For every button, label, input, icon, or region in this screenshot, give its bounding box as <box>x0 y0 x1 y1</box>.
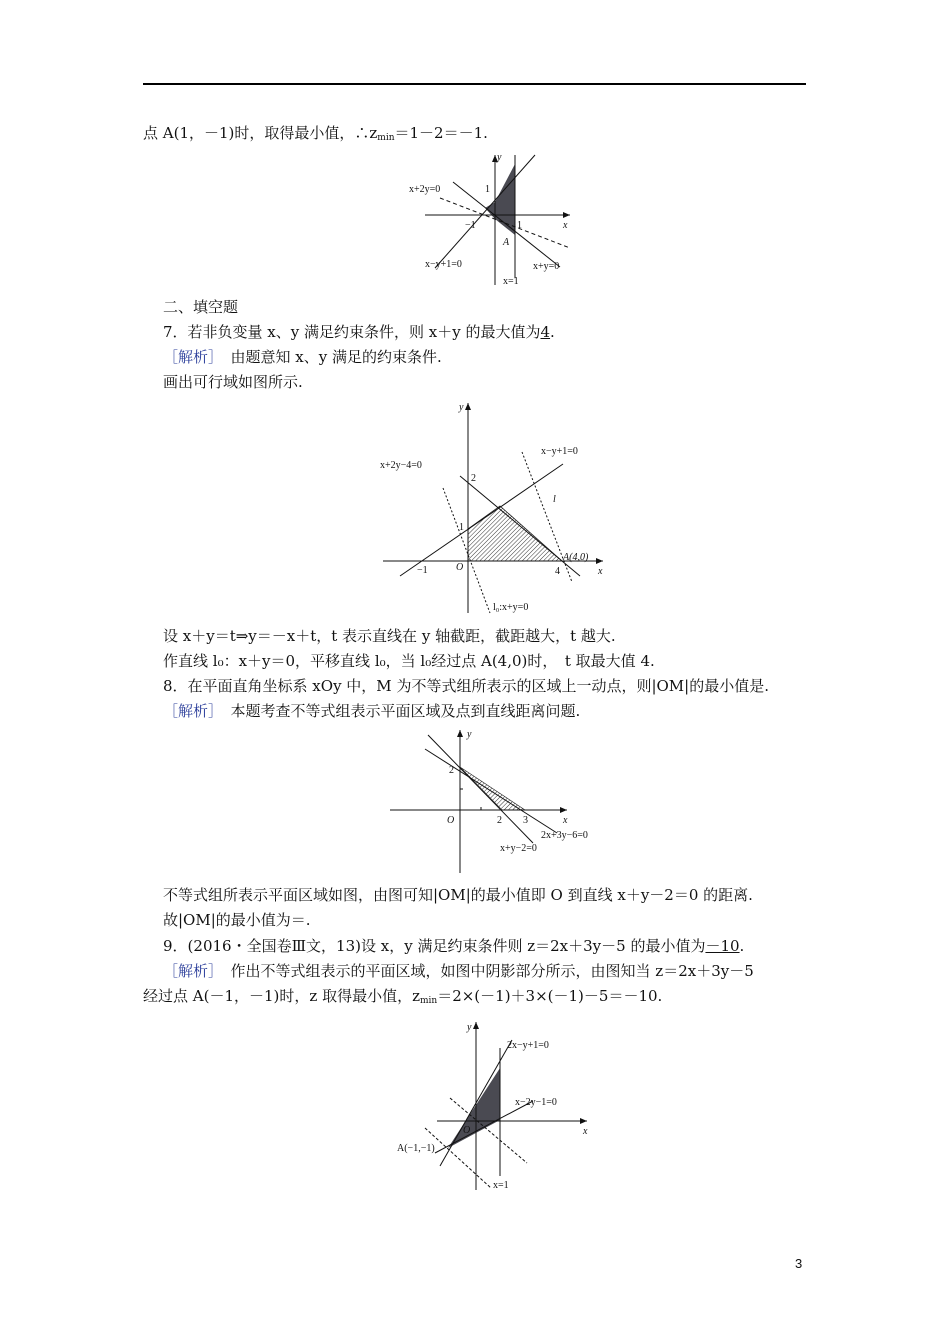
line-label: l <box>553 494 556 505</box>
subscript: min <box>377 133 395 143</box>
origin-label: O <box>447 815 455 826</box>
answer: －10 <box>705 937 740 955</box>
text: 经过点 A(－1，－1)时，z 取得最小值，z <box>143 987 420 1005</box>
tick-label: 1 <box>459 522 464 533</box>
subscript: min <box>419 996 438 1006</box>
question-7 <box>163 322 555 342</box>
y-axis-label: y <box>467 1022 472 1033</box>
question-9 <box>163 936 744 956</box>
line-label: x=1 <box>503 276 519 287</box>
point-label: A <box>503 237 510 248</box>
analysis-8-line-1 <box>163 701 580 721</box>
analysis-7-line-4: 作直线 l₀：x＋y＝0，平移直线 l₀，当 l₀经过点 A(4,0)时， t 取最大值 4. <box>163 652 655 670</box>
text: 7．若非负变量 x、y 满足约束条件，则 x＋y 的最大值为 <box>163 323 541 341</box>
x-axis-label: x <box>583 1126 588 1137</box>
origin-label: O <box>463 1125 471 1136</box>
tick-label: 1 <box>485 184 490 195</box>
figure-3-graph <box>385 725 600 875</box>
text: ＝2×(－1)＋3×(－1)－5＝－10. <box>437 987 663 1005</box>
analysis-9-line-2 <box>143 986 662 1011</box>
analysis-9-line-1 <box>163 961 754 981</box>
line-label: 2x−y+1=0 <box>507 1040 549 1051</box>
x-axis-label: x <box>598 566 603 577</box>
line-label: x=1 <box>493 1180 509 1191</box>
text-line-conclusion <box>143 123 488 148</box>
tick-label: 1 <box>517 220 522 231</box>
y-axis-label: y <box>459 402 464 413</box>
analysis-tag: ［解析］ <box>163 348 216 366</box>
text: . <box>739 937 745 955</box>
tick-label: −1 <box>465 220 476 231</box>
tick-label: −1 <box>417 565 428 576</box>
tick-label: 2 <box>471 473 476 484</box>
line-label: l₀:x+y=0 <box>493 602 529 613</box>
line-label: x−y+1=0 <box>425 259 462 270</box>
origin-label: O <box>456 562 464 573</box>
analysis-8-line-2: 不等式组所表示平面区域如图，由图可知|OM|的最小值即 O 到直线 x＋y－2＝0 的距离. <box>163 886 753 904</box>
tick-label: 2 <box>449 765 454 776</box>
analysis-8-line-3: 故|OM|的最小值为＝. <box>163 911 311 929</box>
y-axis-label: y <box>497 152 502 163</box>
page-number: 3 <box>795 1256 803 1271</box>
question-8: 8．在平面直角坐标系 xOy 中，M 为不等式组所表示的区域上一动点，则|OM|的最小值是. <box>163 677 769 695</box>
tick-label: 4 <box>555 566 560 577</box>
text: 由题意知 x、y 满足的约束条件. <box>215 348 442 366</box>
y-axis-label: y <box>467 729 472 740</box>
tick-label: 3 <box>523 815 528 826</box>
text: 9．(2016・全国卷Ⅲ文，13)设 x，y 满足约束条件则 z＝2x＋3y－5 的最小值为 <box>163 937 706 955</box>
line-label: 2x+3y−6=0 <box>541 830 588 841</box>
x-axis-label: x <box>563 220 568 231</box>
figure-4-graph <box>395 1018 590 1193</box>
text: 点 A(1，－1)时，取得最小值，∴z <box>143 124 378 142</box>
section-heading: 二、填空题 <box>163 298 239 316</box>
point-label: A(4,0) <box>563 552 589 563</box>
line-label: x+2y=0 <box>409 184 441 195</box>
text: 作出不等式组表示的平面区域，如图中阴影部分所示，由图知当 z＝2x＋3y－5 <box>215 962 754 980</box>
analysis-tag: ［解析］ <box>163 702 216 720</box>
line-label: x+2y−4=0 <box>380 460 422 471</box>
text: . <box>550 323 555 341</box>
tick-label: 2 <box>497 815 502 826</box>
figure-1-graph <box>405 150 575 290</box>
answer: 4 <box>540 323 551 341</box>
x-axis-label: x <box>563 815 568 826</box>
text: 本题考查不等式组表示平面区域及点到直线距离问题. <box>215 702 581 720</box>
line-label: x−y+1=0 <box>541 446 578 457</box>
analysis-7-line-1 <box>163 347 442 367</box>
line-label: x−2y−1=0 <box>515 1097 557 1108</box>
analysis-7-line-2: 画出可行域如图所示. <box>163 373 303 391</box>
analysis-tag: ［解析］ <box>163 962 216 980</box>
analysis-7-line-3: 设 x＋y＝t⇒y＝－x＋t，t 表示直线在 y 轴截距，截距越大，t 越大. <box>163 627 616 645</box>
figure-2-graph <box>375 398 610 618</box>
header-rule <box>143 83 806 85</box>
text: ＝1－2＝－1. <box>394 124 488 142</box>
line-label: x+y=0 <box>533 261 560 272</box>
point-label: A(−1,−1) <box>397 1143 435 1154</box>
line-label: x+y−2=0 <box>500 843 537 854</box>
